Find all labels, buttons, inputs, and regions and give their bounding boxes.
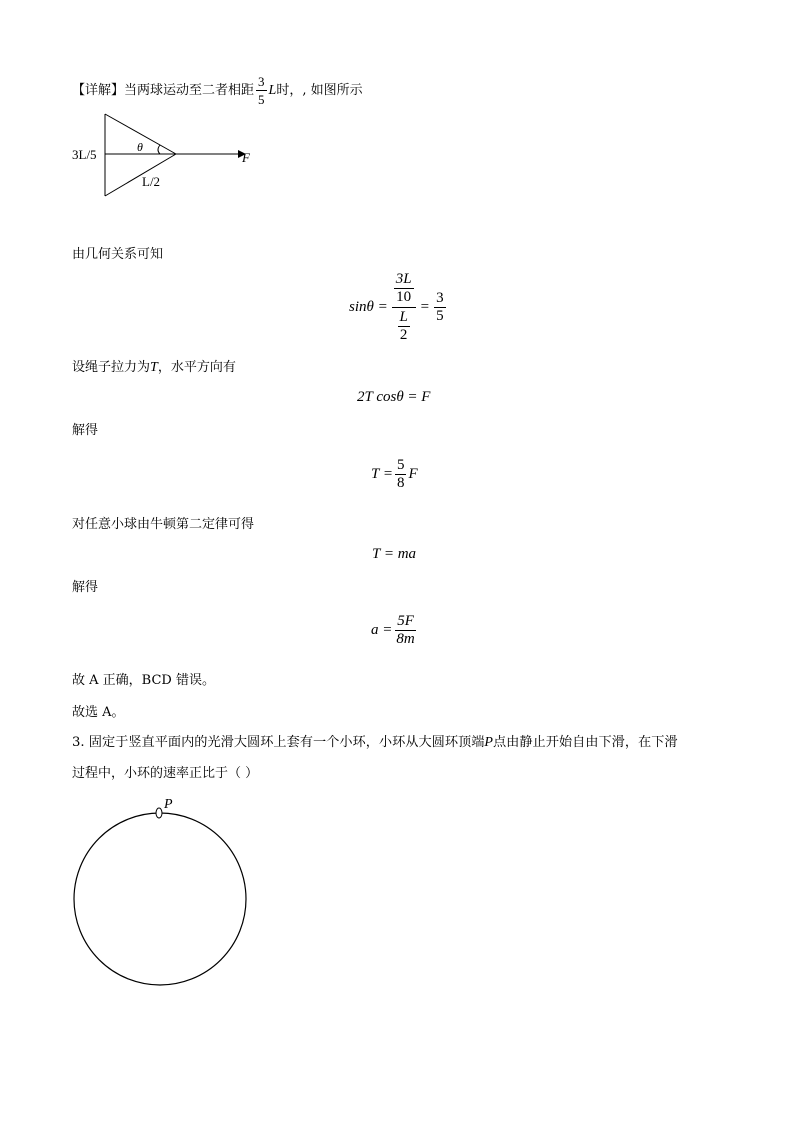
eq1-inner-num-den: 10: [396, 289, 412, 305]
detail-fraction-num: 3: [258, 74, 265, 89]
para2-prefix: 设绳子拉力为: [72, 360, 151, 375]
eq1-inner-num-fraction: [394, 272, 414, 305]
eq1-equals: =: [420, 299, 430, 315]
paragraph-solve-1: 解得: [72, 423, 99, 438]
detail-bracket-label: 【详解】: [72, 83, 125, 98]
detail-intro-text: 当两球运动至二者相距: [124, 83, 255, 98]
eq3-rhs: F: [408, 466, 418, 482]
eq5-num: 5F: [397, 613, 414, 629]
equation-acceleration: [371, 614, 419, 647]
eq1-inner-den-fraction: [398, 310, 410, 343]
small-ring: [156, 808, 162, 818]
detail-fraction: [256, 74, 267, 107]
question-3-line-1: [72, 735, 678, 751]
detail-fraction-den: 5: [258, 92, 265, 107]
question-var-p: P: [484, 735, 493, 750]
label-force-f: F: [242, 150, 250, 165]
eq1-rhs-den: 5: [436, 308, 444, 324]
paragraph-solve-2: 解得: [72, 580, 99, 595]
label-3l5: 3L/5: [72, 147, 97, 162]
eq1-outer-num: [392, 272, 416, 308]
eq5-fraction: [394, 614, 416, 647]
detail-line: [72, 74, 363, 107]
eq3-num: 5: [396, 457, 405, 473]
eq1-inner-num-num: 3L: [395, 271, 412, 287]
eq1-outer-den: [396, 308, 412, 343]
equation-sin-theta: [349, 272, 448, 343]
equation-horizontal-balance: 2T cosθ = F: [357, 389, 431, 405]
large-ring: [74, 813, 246, 985]
eq1-inner-den-num: L: [399, 309, 408, 325]
eq1-inner-den-den: 2: [399, 327, 408, 343]
eq5-den: 8m: [396, 631, 415, 647]
eq3-lhs: T =: [371, 466, 393, 482]
conclusion-choice: 故选 A。: [72, 705, 125, 720]
question-line1-suffix: 点由静止开始自由下滑，在下滑: [492, 735, 678, 750]
label-l2: L/2: [142, 174, 161, 189]
conclusion-correct: 故 A 正确，BCD 错误。: [72, 673, 215, 688]
eq1-compound-fraction: [392, 272, 416, 343]
eq3-fraction: [395, 458, 407, 491]
detail-var-l: L: [268, 83, 277, 98]
eq1-rhs-num: 3: [436, 290, 444, 306]
triangle-force-figure: [70, 110, 270, 200]
paragraph-geometry: 由几何关系可知: [72, 247, 164, 262]
equation-newton: T = ma: [372, 546, 417, 562]
question-3-line-2: 过程中，小环的速率正比于（ ）: [72, 766, 259, 781]
question-line1-prefix: 3. 固定于竖直平面内的光滑大圆环上套有一个小环，小环从大圆环顶端: [72, 735, 485, 750]
equation-tension-value: [371, 458, 418, 491]
eq1-rhs-fraction: [434, 291, 446, 324]
para2-var-t: T: [150, 360, 158, 375]
eq5-lhs: a =: [371, 622, 393, 638]
eq3-den: 8: [396, 475, 405, 491]
label-theta: θ: [137, 140, 143, 154]
label-point-p: P: [164, 797, 173, 812]
theta-angle-arc: [158, 145, 160, 154]
eq1-lhs: sinθ =: [349, 299, 388, 315]
detail-intro-tail: 时，, 如图所示: [276, 83, 363, 98]
ring-figure: [68, 795, 258, 990]
paragraph-newton: 对任意小球由牛顿第二定律可得: [72, 517, 255, 532]
paragraph-tension: [72, 360, 236, 376]
triangle-bottom-edge: [105, 154, 176, 196]
para2-suffix: ，水平方向有: [157, 360, 236, 375]
